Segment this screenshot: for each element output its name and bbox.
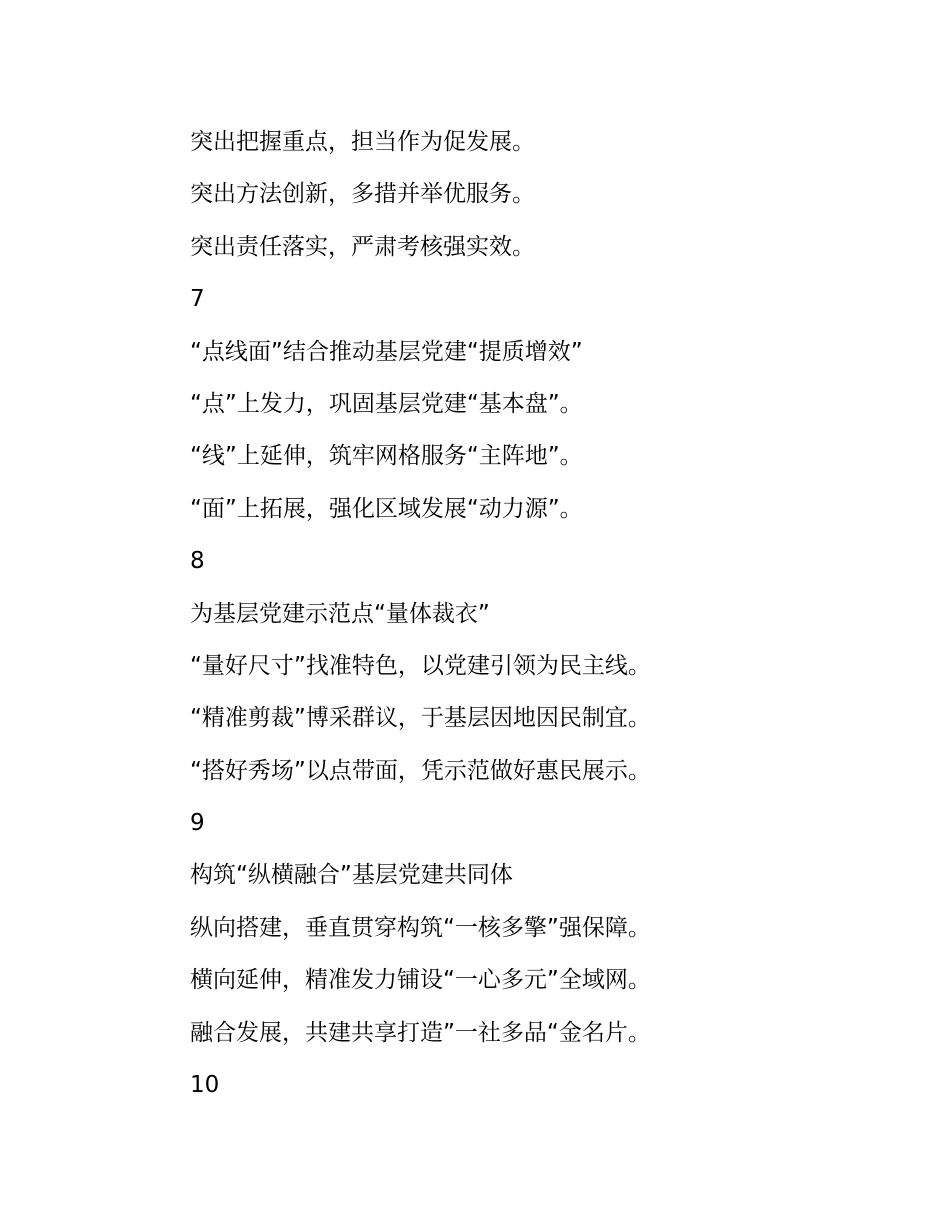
section-number: 9 [190,810,205,837]
body-line: “搭好秀场”以点带面，凭示范做好惠民展示。 [190,757,651,784]
document-body [190,116,890,1111]
body-line: 横向延伸，精准发力铺设“一心多元”全域网。 [190,967,651,994]
section-heading: 构筑“纵横融合”基层党建共同体 [190,862,513,889]
body-line: “精准剪裁”博采群议，于基层因地因民制宜。 [190,705,651,732]
body-line: “面”上拓展，强化区域发展“动力源”。 [190,495,583,522]
section-number: 7 [190,286,205,313]
section-number: 8 [190,548,205,575]
section-number: 10 [190,1072,220,1099]
body-line: “量好尺寸”找准特色，以党建引领为民主线。 [190,652,651,679]
body-line: “线”上延伸，筑牢网格服务“主阵地”。 [190,443,583,470]
body-line: 突出责任落实，严肃考核强实效。 [190,233,535,260]
body-line: 纵向搭建，垂直贯穿构筑“一核多擎”强保障。 [190,914,651,941]
body-line: 突出把握重点，担当作为促发展。 [190,129,535,155]
body-line: “点”上发力，巩固基层党建“基本盘”。 [190,390,583,417]
section-heading: 为基层党建示范点“量体裁衣” [190,600,490,627]
body-line: 融合发展，共建共享打造”一社多品“金名片。 [190,1019,651,1046]
section-heading: “点线面”结合推动基层党建“提质增效” [190,338,583,365]
body-line: 突出方法创新，多措并举优服务。 [190,181,535,208]
